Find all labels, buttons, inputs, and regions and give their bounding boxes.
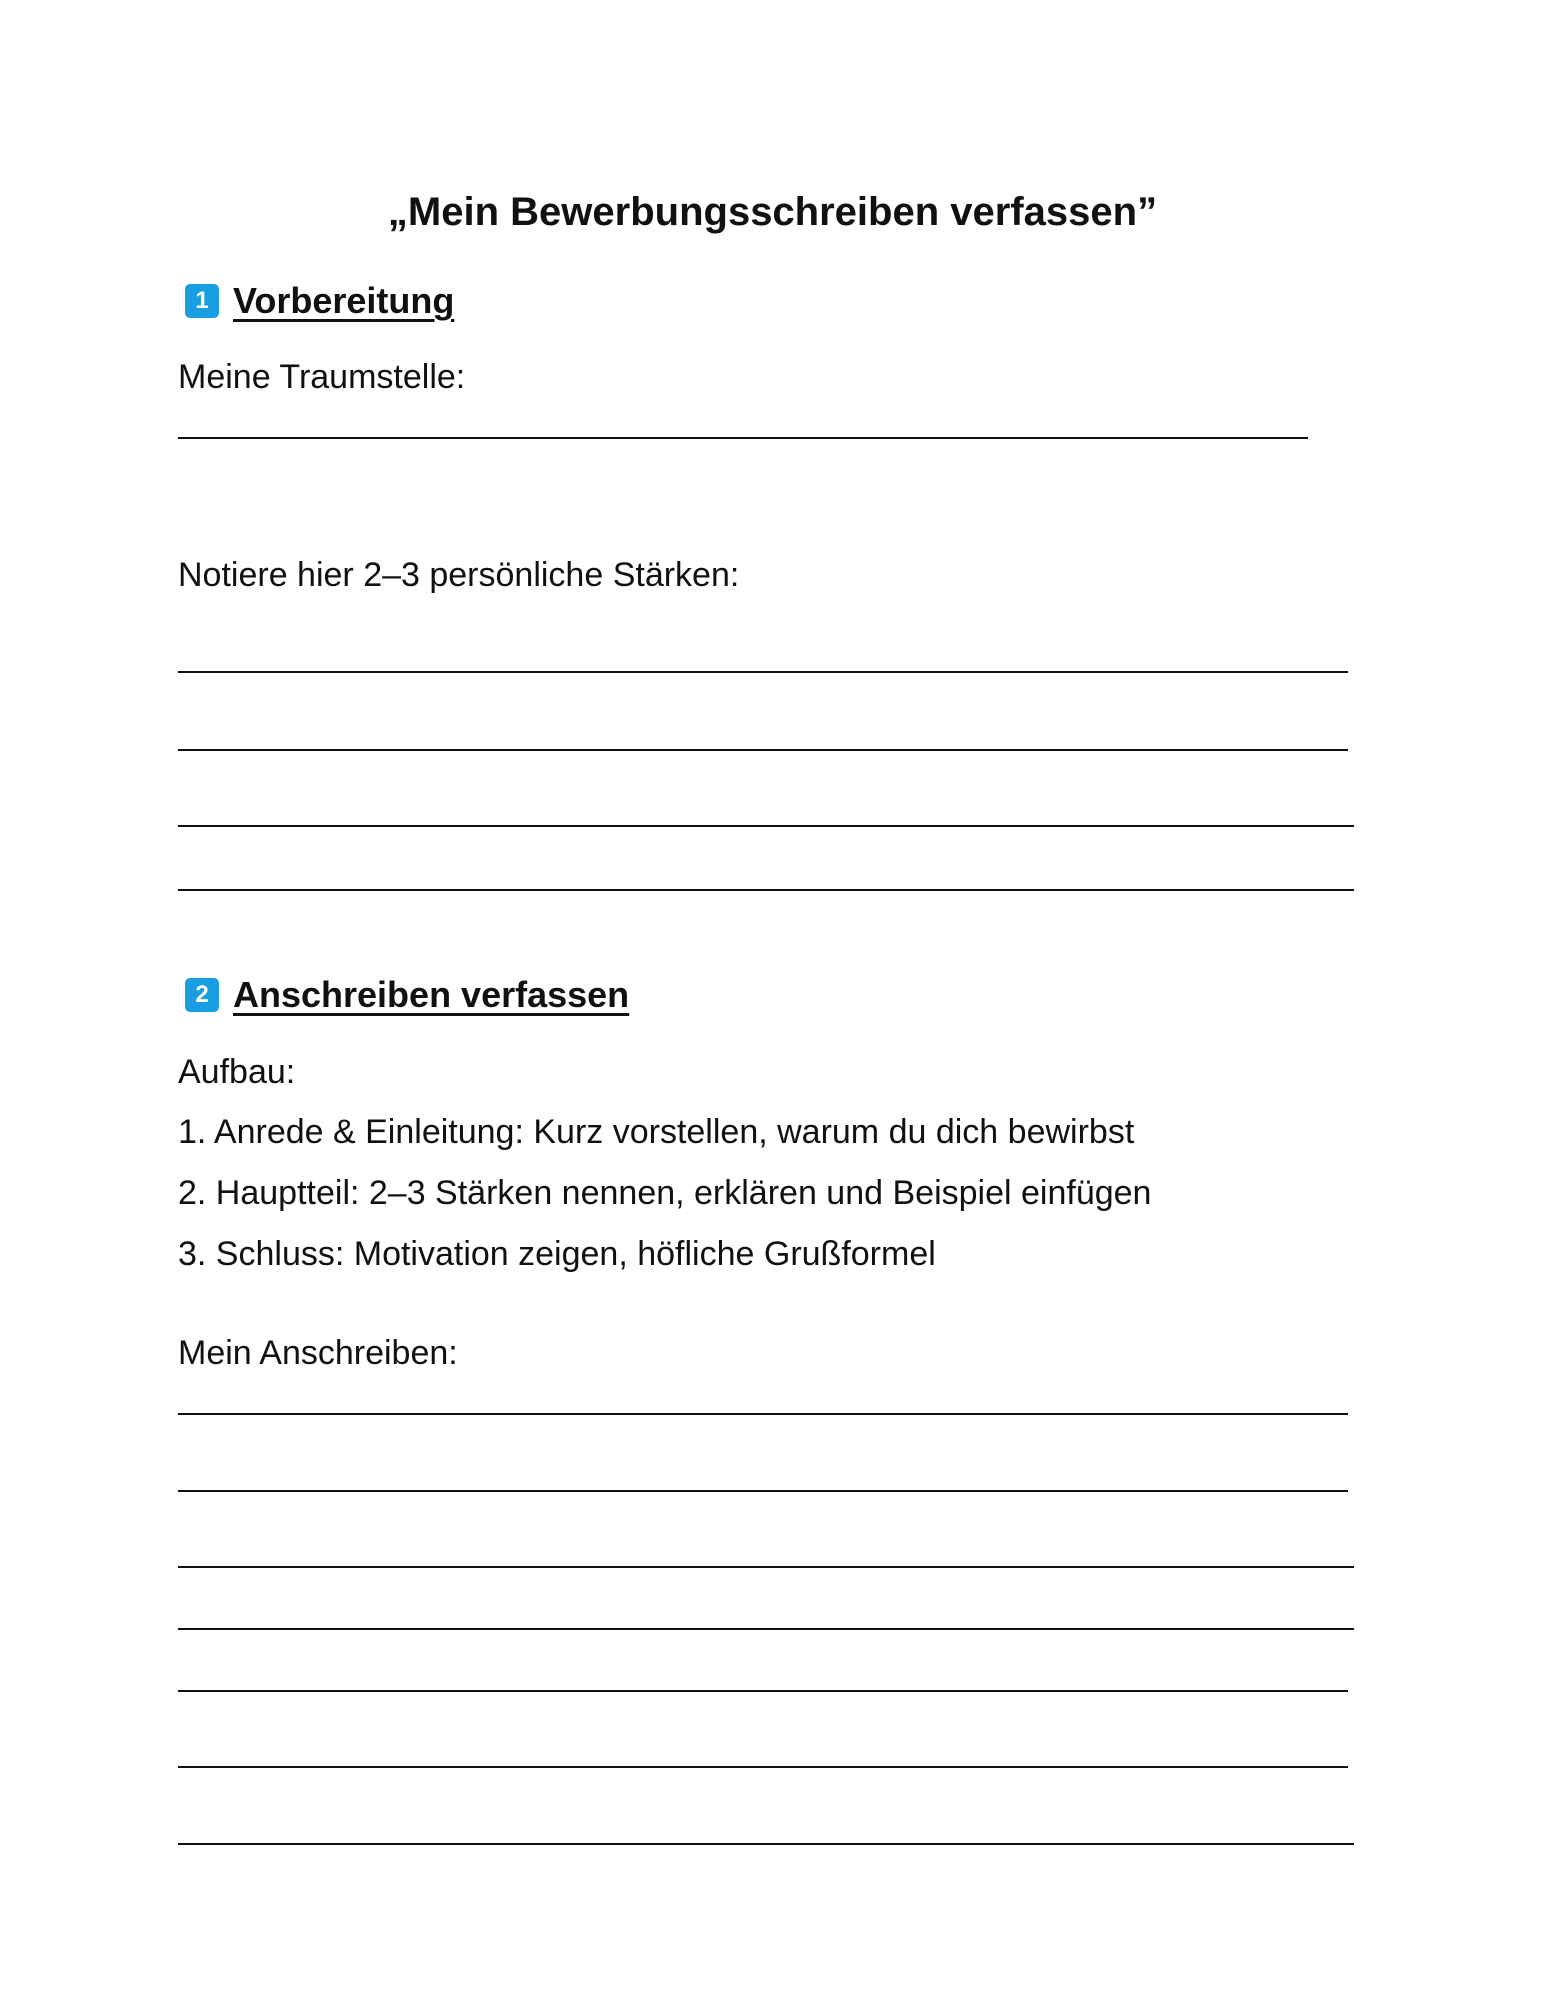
section-number-badge: 2 [185,978,219,1012]
letter-write-line-7[interactable] [178,1843,1354,1845]
structure-step-2: 2. Hauptteil: 2–3 Stärken nennen, erklären und Beispiel einfügen [178,1174,1152,1212]
strengths-label: Notiere hier 2–3 persönliche Stärken: [178,556,740,594]
structure-label: Aufbau: [178,1053,296,1091]
section-heading-text: Vorbereitung [233,280,455,321]
section-heading-text: Anschreiben verfassen [233,974,630,1015]
letter-write-line-6[interactable] [178,1766,1348,1768]
strengths-write-line-1[interactable] [178,671,1348,673]
dream-job-label: Meine Traumstelle: [178,358,466,396]
letter-write-line-2[interactable] [178,1490,1348,1492]
letter-write-line-3[interactable] [178,1566,1354,1568]
strengths-write-line-3[interactable] [178,825,1354,827]
dream-job-write-line[interactable] [178,437,1308,439]
strengths-write-line-4[interactable] [178,889,1354,891]
structure-step-1: 1. Anrede & Einleitung: Kurz vorstellen, warum du dich bewirbst [178,1113,1135,1151]
section-heading-vorbereitung [185,280,454,322]
letter-label: Mein Anschreiben: [178,1334,458,1372]
page-title: „Mein Bewerbungsschreiben verfassen” [387,190,1158,234]
section-heading-anschreiben [185,974,629,1016]
strengths-write-line-2[interactable] [178,749,1348,751]
section-number-badge: 1 [185,284,219,318]
structure-step-3: 3. Schluss: Motivation zeigen, höfliche Grußformel [178,1235,936,1273]
letter-write-line-4[interactable] [178,1628,1354,1630]
letter-write-line-1[interactable] [178,1413,1348,1415]
letter-write-line-5[interactable] [178,1690,1348,1692]
